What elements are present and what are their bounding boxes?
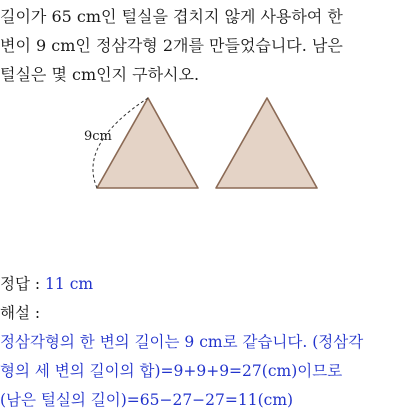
answer-line [0,270,400,299]
problem-line-1: 길이가 65 cm인 털실을 겹치지 않게 사용하여 한 [0,7,343,26]
answer-value: 11 cm [45,275,94,293]
problem-line-2: 변이 9 cm인 정삼각형 2개를 만들었습니다. 남은 [0,36,343,55]
explanation-label: 해설 : [0,304,41,322]
problem-line-3: 털실은 몇 cm인지 구하시오. [0,65,200,84]
triangle-figure [80,96,320,192]
triangle-left [97,98,198,188]
explanation-line-1: 정삼각형의 한 변의 길이는 9 cm로 같습니다. (정삼각 [0,333,364,351]
answer-label: 정답 : [0,275,41,293]
explanation-line-3: (남은 털실의 길이)=65−27−27=11(cm) [0,391,294,409]
side-length-label: 9cm [84,129,112,144]
problem-text [0,2,398,89]
answer-section [0,270,400,415]
triangles-svg [80,96,320,192]
triangle-right [216,98,317,188]
explanation-line-2: 형의 세 변의 길이의 합)=9+9+9=27(cm)이므로 [0,362,343,380]
